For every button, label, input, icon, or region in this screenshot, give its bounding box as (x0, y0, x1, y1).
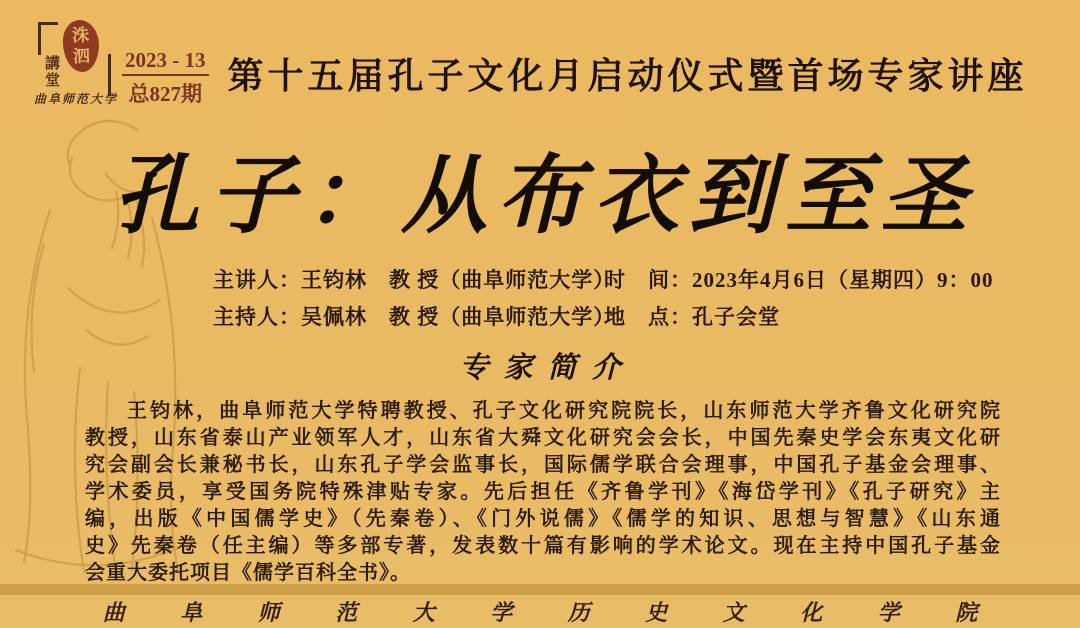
issue-number: 2023 - 13 (122, 48, 209, 76)
venue-line: 地 点：孔子会堂 (604, 305, 780, 329)
bio-line: 教授，山东省泰山产业领军人才，山东省大舜文化研究会会长，中国先秦史学会东夷文化研 (85, 427, 1001, 449)
expert-intro-heading: 专家简介 (459, 352, 636, 384)
lecture-hall-label: 講堂 (45, 56, 61, 90)
speaker-line: 主讲人：王钧林 教 授（曲阜师范大学） (213, 268, 616, 292)
university-script-signature: 曲阜师范大学 (34, 92, 119, 106)
time-line: 时 间：2023年4月6日（星期四）9：00 (604, 268, 994, 292)
time-venue-info (604, 262, 994, 336)
issue-total: 总827期 (128, 82, 202, 106)
series-title: 第十五届孔子文化月启动仪式暨首场专家讲座 (227, 56, 1028, 96)
main-lecture-title: 孔子：从布衣到至圣 (113, 148, 977, 244)
logo-corner-bracket-icon (38, 22, 58, 55)
footer-divider-stripe (0, 584, 1080, 595)
seal-char-top: 洙 (71, 25, 90, 46)
organizer-name: 曲 阜 师 范 大 学 历 史 文 化 学 院 (102, 600, 1003, 625)
seal-char-bottom: 泗 (72, 46, 91, 67)
zhusi-lecture-hall-logo (34, 16, 206, 110)
zhusi-red-seal-icon (62, 19, 100, 72)
host-line: 主持人：吴佩林 教 授（曲阜师范大学） (213, 305, 616, 329)
expert-biography (85, 398, 1001, 587)
bio-line: 学术委员，享受国务院特殊津贴专家。先后担任《齐鲁学刊》《海岱学刊》《孔子研究》主 (85, 481, 1001, 503)
bio-line: 会重大委托项目《儒学百科全书》。 (85, 562, 411, 584)
speaker-host-info (213, 262, 615, 336)
bio-line: 王钧林，曲阜师范大学特聘教授、孔子文化研究院院长，山东师范大学齐鲁文化研究院 (127, 400, 1001, 422)
bio-line: 究会副会长兼秘书长，山东孔子学会监事长，国际儒学联合会理事，中国孔子基金会理事、 (85, 454, 1001, 476)
bio-line: 史》先秦卷（任主编）等多部专著，发表数十篇有影响的学术论文。现在主持中国孔子基金 (85, 535, 1001, 557)
bio-line: 编，出版《中国儒学史》（先秦卷）、《门外说儒》《儒学的知识、思想与智慧》《山东通 (85, 508, 1001, 530)
